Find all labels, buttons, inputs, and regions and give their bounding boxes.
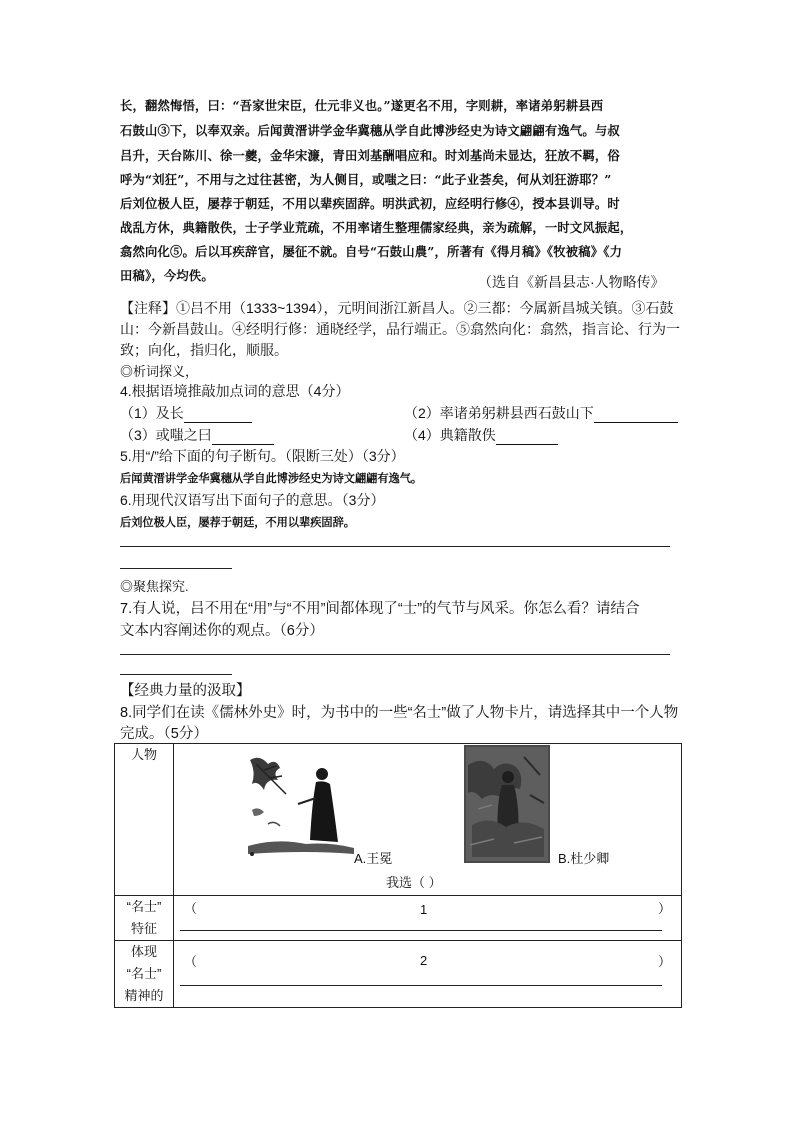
answer-line-7-1[interactable]: [120, 654, 670, 655]
question-4-item-3-label: （3）或嗤之曰: [120, 427, 212, 443]
passage-line-2: 石鼓山③下，以奉双亲。后闻黄溍讲学金华冀穗从学自此博涉经史为诗文翩翩有逸气。与叔: [120, 123, 620, 138]
card-label-traits-line-1: “名士”: [126, 899, 162, 914]
answer-blank-4-1[interactable]: [184, 408, 252, 423]
card-cell-spirit[interactable]: [174, 941, 682, 1008]
section-title-focus-inquiry: ◎聚焦探究.: [120, 579, 189, 594]
passage-line-7: 翕然向化⑤。后以耳疾辞官，屡征不就。自号“石鼓山農”，所著有《得月稿》《牧被稿》《力: [120, 244, 623, 259]
answer-blank-4-2[interactable]: [594, 408, 678, 423]
question-4-item-2: [404, 403, 678, 423]
choice-prompt[interactable]: 我选（ ）: [386, 875, 442, 890]
question-4-item-3: [120, 425, 274, 445]
notes-line-2: 山：今新昌鼓山。④经明行修：通晓经学，品行端正。⑤翕然向化：翕然，指言论、行为一: [120, 321, 680, 337]
question-5-prompt: 5.用“/”给下面的句子断句。（限断三处）（3分）: [120, 448, 405, 464]
notes-line-3: 致；向化，指归化，顺服。: [120, 342, 288, 358]
traits-open-paren: （: [184, 901, 198, 916]
question-4-item-2-label: （2）率诸弟躬耕县西石鼓山下: [404, 405, 594, 421]
spirit-blank-number: 2: [420, 953, 428, 968]
question-4-prompt: 4.根据语境推敲加点词的意思（4分）: [120, 383, 350, 399]
section-title-classics: 【经典力量的汲取】: [120, 683, 251, 699]
passage-line-8: 田稿》，今均佚。: [120, 268, 214, 283]
question-4-item-4: [404, 425, 558, 445]
card-row-character: [115, 744, 682, 896]
answer-line-6-2[interactable]: [120, 568, 232, 569]
question-4-item-4-label: （4）典籍散佚: [404, 427, 496, 443]
question-6-sentence: 后刘位极人臣，屡荐于朝廷，不用以辈疾固辞。: [120, 515, 355, 529]
card-label-traits: [115, 896, 174, 941]
card-label-spirit-line-1: 体现: [130, 944, 157, 959]
passage-source: （选自《新昌县志·人物略传》: [478, 274, 665, 290]
card-label-spirit: [115, 941, 174, 1008]
spirit-open-paren: （: [184, 954, 198, 969]
traits-answer-line[interactable]: [180, 930, 662, 931]
du-shaoqing-illustration[interactable]: [464, 745, 550, 863]
card-row-traits: [115, 896, 682, 941]
question-7-line-1: 7.有人说，吕不用在“用”与“不用”间都体现了“士”的气节与风采。你怎么看？请结合: [120, 601, 640, 617]
option-a-label[interactable]: A.王冕: [354, 851, 393, 866]
passage-line-1: 长，翻然悔悟，曰：“吾家世宋臣，仕元非义也。”遂更名不用，字则耕，率诸弟躬耕县西: [120, 98, 604, 113]
traits-blank-number: 1: [420, 902, 428, 917]
question-8-line-1: 8.同学们在读《儒林外史》时，为书中的一些“名士”做了人物卡片，请选择其中一个人物: [120, 705, 679, 721]
spirit-close-paren: ）: [658, 954, 672, 969]
card-label-spirit-line-3: 精神的: [124, 988, 164, 1003]
notes-line-1: 【注释】①吕不用（1333~1394），元明间浙江新昌人。②三都：今属新昌城关镇。③石鼓: [120, 300, 674, 316]
card-label-spirit-line-2: “名士”: [126, 966, 162, 981]
answer-line-7-2[interactable]: [120, 674, 232, 675]
card-cell-traits[interactable]: [174, 896, 682, 941]
question-6-prompt: 6.用现代汉语写出下面句子的意思。（3分）: [120, 492, 385, 508]
card-label-character: [115, 744, 174, 896]
spirit-answer-line[interactable]: [180, 985, 662, 986]
question-7-line-2: 文本内容阐述你的观点。（6分）: [120, 623, 324, 639]
passage-line-4: 呼为“刘狂”，不用与之过往甚密，为人侧目，或嗤之曰：“此子业荟矣，何从刘狂游耶？”: [120, 172, 612, 187]
answer-blank-4-3[interactable]: [212, 430, 274, 445]
card-label-traits-line-2: 特征: [130, 921, 157, 936]
option-b-label[interactable]: B.杜少卿: [558, 851, 610, 866]
section-title-word-analysis: ◎析词探义，: [120, 364, 199, 379]
question-4-item-1-label: （1）及长: [120, 405, 184, 421]
card-cell-options: [174, 744, 682, 896]
answer-line-6-1[interactable]: [120, 546, 670, 547]
question-5-sentence: 后闻黄溍讲学金华冀穗从学自此博涉经史为诗文翩翩有逸气。: [120, 471, 423, 485]
wang-mian-illustration[interactable]: [246, 750, 356, 860]
answer-blank-4-4[interactable]: [496, 430, 558, 445]
question-4-item-1: [120, 403, 252, 423]
passage-line-3: 吕升，天台陈川、徐一夔，金华宋濂，青田刘基酬唱应和。时刘基尚未显达，狂放不羁，俗: [120, 148, 620, 163]
card-label-character-text: 人物: [130, 747, 157, 762]
traits-close-paren: ）: [658, 901, 672, 916]
passage-line-6: 战乱方休，典籍散佚，士子学业荒疏，不用率诸生整理儒家经典，亲为疏解，一时文风振起，: [120, 220, 633, 235]
passage-line-5: 后刘位极人臣，屡荐于朝廷，不用以辈疾固辞。明洪武初，应经明行修④，授本县训导。时: [120, 196, 620, 211]
question-8-line-2: 完成。（5分）: [120, 726, 208, 742]
character-card-table: [114, 743, 682, 1008]
card-row-spirit: [115, 941, 682, 1008]
